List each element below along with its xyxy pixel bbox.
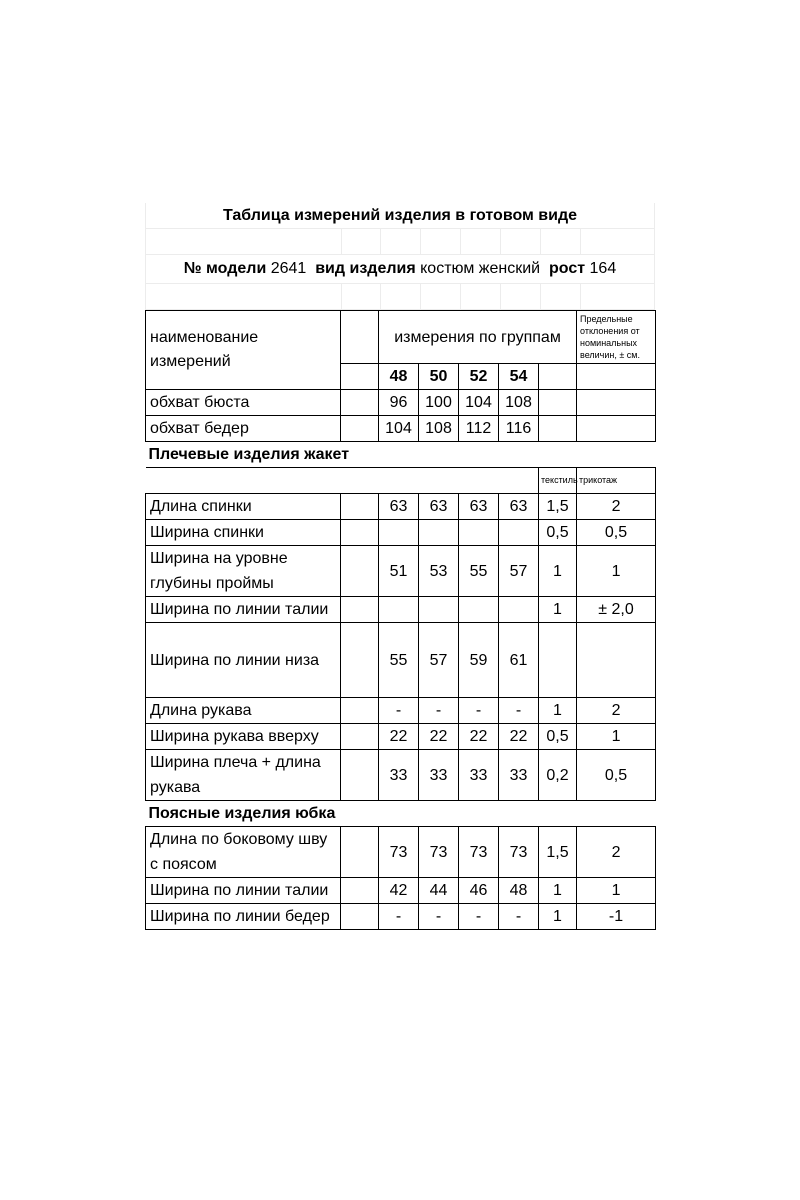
- measurement-value: 63: [419, 494, 459, 520]
- tolerance-column-header: Предельные отклонения от номинальных величин, ± см.: [577, 311, 656, 364]
- model-info: [146, 255, 654, 284]
- measurement-value: 73: [499, 827, 539, 878]
- section-title-jacket: Плечевые изделия жакет: [146, 442, 656, 468]
- table-cell: [341, 390, 379, 416]
- table-cell: [341, 416, 379, 442]
- page-title: Таблица измерений изделия в готовом виде: [146, 203, 654, 229]
- measurement-value: 46: [459, 878, 499, 904]
- measurement-value: 33: [379, 750, 419, 801]
- measurement-value: 63: [499, 494, 539, 520]
- table-cell: [146, 468, 539, 494]
- tolerance-textile: 0,5: [539, 724, 577, 750]
- table-cell: [341, 364, 379, 390]
- table-cell: [341, 750, 379, 801]
- tolerance-textile: 1: [539, 597, 577, 623]
- measurement-value: 33: [459, 750, 499, 801]
- table-cell: [341, 546, 379, 597]
- measurement-value: 55: [459, 546, 499, 597]
- table-row: [146, 390, 656, 416]
- tolerance-textile: [539, 623, 577, 698]
- tolerance-knit: 1: [577, 724, 656, 750]
- empty-row: [146, 229, 654, 255]
- height-value: 164: [589, 260, 617, 277]
- measurement-value: 53: [419, 546, 459, 597]
- table-row: [146, 724, 656, 750]
- table-cell: [341, 904, 379, 930]
- section-row: [146, 801, 656, 827]
- measurement-value: 33: [419, 750, 459, 801]
- measurement-value: -: [419, 698, 459, 724]
- tolerance-textile: 1,5: [539, 827, 577, 878]
- tolerance-knit: 1: [577, 546, 656, 597]
- measurement-name: Ширина плеча + длина рукава: [146, 750, 341, 801]
- measurement-name: Ширина по линии низа: [146, 623, 341, 698]
- table-row: [146, 494, 656, 520]
- measurement-value: 51: [379, 546, 419, 597]
- tolerance-textile: 0,5: [539, 520, 577, 546]
- textile-label: текстиль: [539, 468, 577, 494]
- measurement-value: 33: [499, 750, 539, 801]
- name-column-header: наименование измерений: [146, 311, 341, 390]
- measurement-value: 73: [419, 827, 459, 878]
- tolerance-knit: 2: [577, 698, 656, 724]
- measurement-value: -: [379, 698, 419, 724]
- measurement-value: 100: [419, 390, 459, 416]
- size-header: 54: [499, 364, 539, 390]
- groups-column-header: измерения по группам: [379, 311, 577, 364]
- tolerance-knit: 0,5: [577, 750, 656, 801]
- measurement-name: Ширина спинки: [146, 520, 341, 546]
- model-number-label: № модели: [183, 260, 267, 277]
- table-cell: [341, 494, 379, 520]
- table-row: [146, 827, 656, 878]
- measurement-value: 116: [499, 416, 539, 442]
- measurement-value: 22: [379, 724, 419, 750]
- table-cell: [341, 698, 379, 724]
- tolerance-textile: [539, 390, 577, 416]
- measurement-value: 108: [499, 390, 539, 416]
- tolerance-knit: [577, 390, 656, 416]
- measurement-name: Длина по боковому шву с поясом: [146, 827, 341, 878]
- table-row: [146, 597, 656, 623]
- tolerance-knit: 2: [577, 494, 656, 520]
- measurement-sheet: [145, 203, 655, 930]
- measurement-value: 42: [379, 878, 419, 904]
- measurement-name: обхват бедер: [146, 416, 341, 442]
- size-header: 50: [419, 364, 459, 390]
- measurement-value: -: [379, 904, 419, 930]
- measurement-name: Ширина рукава вверху: [146, 724, 341, 750]
- measurement-value: 96: [379, 390, 419, 416]
- measurement-value: 57: [419, 623, 459, 698]
- measurement-value: [459, 597, 499, 623]
- table-cell: [341, 597, 379, 623]
- height-label: рост: [549, 260, 586, 277]
- measurement-name: Ширина на уровне глубины проймы: [146, 546, 341, 597]
- measurement-value: 112: [459, 416, 499, 442]
- table-cell: [341, 827, 379, 878]
- sheet-header: [145, 203, 655, 310]
- measurement-value: 63: [459, 494, 499, 520]
- section-title-skirt: Поясные изделия юбка: [146, 801, 656, 827]
- measurement-value: [379, 597, 419, 623]
- measurement-name: обхват бюста: [146, 390, 341, 416]
- measurement-value: 22: [459, 724, 499, 750]
- table-cell: [341, 311, 379, 364]
- measurement-value: 22: [499, 724, 539, 750]
- measurement-value: 48: [499, 878, 539, 904]
- measurement-name: Ширина по линии талии: [146, 878, 341, 904]
- knit-label: трикотаж: [577, 468, 656, 494]
- measurement-table: [145, 310, 656, 930]
- section-row: [146, 442, 656, 468]
- measurement-value: [499, 597, 539, 623]
- tolerance-knit: ± 2,0: [577, 597, 656, 623]
- measurement-value: -: [499, 698, 539, 724]
- measurement-value: 59: [459, 623, 499, 698]
- measurement-value: 44: [419, 878, 459, 904]
- measurement-value: 73: [459, 827, 499, 878]
- table-row: [146, 904, 656, 930]
- tolerance-knit: 2: [577, 827, 656, 878]
- measurement-value: [379, 520, 419, 546]
- measurement-name: Ширина по линии бедер: [146, 904, 341, 930]
- item-type-label: вид изделия: [315, 260, 416, 277]
- tolerance-textile: 1: [539, 878, 577, 904]
- tolerance-knit: 1: [577, 878, 656, 904]
- measurement-value: 104: [459, 390, 499, 416]
- tolerance-knit: [577, 623, 656, 698]
- measurement-value: 57: [499, 546, 539, 597]
- table-row: [146, 623, 656, 698]
- size-header: 52: [459, 364, 499, 390]
- table-cell: [341, 520, 379, 546]
- tolerance-textile: 0,2: [539, 750, 577, 801]
- empty-row: [146, 284, 654, 310]
- table-cell: [341, 623, 379, 698]
- measurement-value: 63: [379, 494, 419, 520]
- table-cell: [539, 364, 577, 390]
- measurement-name: Длина спинки: [146, 494, 341, 520]
- table-cell: [577, 364, 656, 390]
- measurement-name: Длина рукава: [146, 698, 341, 724]
- table-row: [146, 546, 656, 597]
- tolerance-textile: 1: [539, 904, 577, 930]
- table-row: [146, 520, 656, 546]
- measurement-value: 55: [379, 623, 419, 698]
- table-row: [146, 750, 656, 801]
- table-cell: [341, 878, 379, 904]
- tolerance-textile: 1: [539, 698, 577, 724]
- fabric-label-row: [146, 468, 656, 494]
- measurement-value: 61: [499, 623, 539, 698]
- measurement-value: [419, 597, 459, 623]
- table-row: [146, 416, 656, 442]
- measurement-value: 108: [419, 416, 459, 442]
- measurement-value: -: [459, 904, 499, 930]
- measurement-value: 73: [379, 827, 419, 878]
- model-number: 2641: [270, 260, 307, 277]
- tolerance-textile: 1: [539, 546, 577, 597]
- tolerance-textile: 1,5: [539, 494, 577, 520]
- measurement-value: -: [459, 698, 499, 724]
- tolerance-knit: 0,5: [577, 520, 656, 546]
- measurement-value: [419, 520, 459, 546]
- size-header: 48: [379, 364, 419, 390]
- measurement-value: -: [499, 904, 539, 930]
- tolerance-textile: [539, 416, 577, 442]
- measurement-value: -: [419, 904, 459, 930]
- table-row: [146, 698, 656, 724]
- measurement-value: [499, 520, 539, 546]
- measurement-name: Ширина по линии талии: [146, 597, 341, 623]
- table-header-row: [146, 311, 656, 364]
- tolerance-knit: -1: [577, 904, 656, 930]
- table-row: [146, 878, 656, 904]
- tolerance-knit: [577, 416, 656, 442]
- measurement-value: [459, 520, 499, 546]
- measurement-value: 22: [419, 724, 459, 750]
- measurement-value: 104: [379, 416, 419, 442]
- table-cell: [341, 724, 379, 750]
- item-type: костюм женский: [420, 260, 541, 277]
